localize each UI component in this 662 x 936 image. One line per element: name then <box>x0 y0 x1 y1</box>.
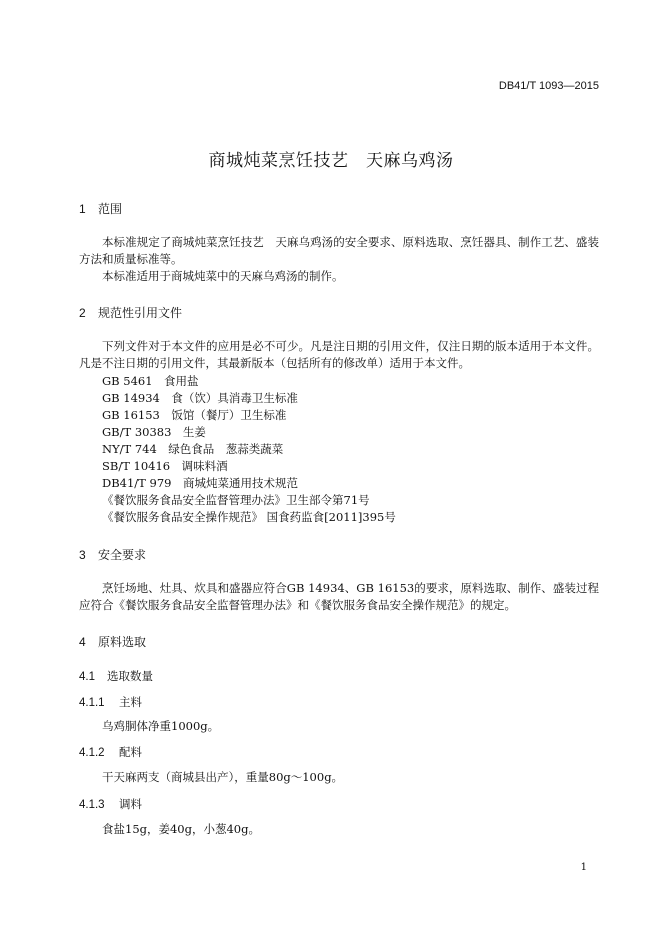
section-3-heading <box>79 546 146 563</box>
reference-item: GB 16153 饭馆（餐厅）卫生标准 <box>102 408 287 422</box>
section-1-paragraph-1: 本标准规定了商城炖菜烹饪技艺 天麻乌鸡汤的安全要求、原料选取、烹饪器具、制作工艺、盛装方法和质量标准等。 <box>79 235 599 266</box>
reference-item: 《餐饮服务食品安全操作规范》 国食药监食[2011]395号 <box>102 510 396 524</box>
subsection-4-1-2-text: 干天麻两支（商城县出产），重量80g～100g。 <box>102 770 344 784</box>
reference-item: GB/T 30383 生姜 <box>102 425 206 439</box>
subsection-4-1-heading <box>79 668 153 684</box>
section-3-paragraph-1: 烹饪场地、灶具、炊具和盛器应符合GB 14934、GB 16153的要求，原料选取、制作、盛装过程应符合《餐饮服务食品安全监督管理办法》和《餐饮服务食品安全操作规范》的规定。 <box>79 581 599 612</box>
section-1-paragraph-2: 本标准适用于商城炖菜中的天麻乌鸡汤的制作。 <box>102 269 344 283</box>
subsection-title: 主料 <box>119 697 142 709</box>
standard-number: DB41/T 1093—2015 <box>498 80 599 92</box>
subsection-number: 4.1 <box>79 671 95 683</box>
reference-item: GB 14934 食（饮）具消毒卫生标准 <box>102 391 298 405</box>
subsection-4-1-1-heading <box>79 694 142 710</box>
subsection-number: 4.1.1 <box>79 697 105 709</box>
reference-item: SB/T 10416 调味料酒 <box>102 459 228 473</box>
section-title: 范围 <box>98 202 123 216</box>
section-title: 安全要求 <box>98 548 147 562</box>
section-title: 规范性引用文件 <box>98 306 183 320</box>
section-1-heading <box>79 200 122 217</box>
section-number: 3 <box>79 548 86 562</box>
reference-item: 《餐饮服务食品安全监督管理办法》卫生部令第71号 <box>102 493 370 507</box>
section-2-heading <box>79 304 182 321</box>
page-number: 1 <box>580 862 587 873</box>
subsection-title: 配料 <box>119 747 142 759</box>
document-title: 商城炖菜烹饪技艺 天麻乌鸡汤 <box>208 151 454 170</box>
section-number: 4 <box>79 635 86 649</box>
subsection-4-1-1-text: 乌鸡胴体净重1000g。 <box>102 719 220 733</box>
subsection-number: 4.1.3 <box>79 799 105 811</box>
subsection-title: 选取数量 <box>107 671 153 683</box>
section-4-heading <box>79 633 146 650</box>
subsection-4-1-3-heading <box>79 796 142 812</box>
section-title: 原料选取 <box>98 635 147 649</box>
section-number: 2 <box>79 306 86 320</box>
subsection-number: 4.1.2 <box>79 747 105 759</box>
subsection-4-1-2-heading <box>79 744 142 760</box>
subsection-title: 调料 <box>119 799 142 811</box>
section-number: 1 <box>79 202 86 216</box>
reference-item: GB 5461 食用盐 <box>102 374 199 388</box>
subsection-4-1-3-text: 食盐15g，姜40g，小葱40g。 <box>102 822 260 836</box>
reference-item: NY/T 744 绿色食品 葱蒜类蔬菜 <box>102 442 284 456</box>
section-2-paragraph-1: 下列文件对于本文件的应用是必不可少。凡是注日期的引用文件，仅注日期的版本适用于本文件。凡是不注日期的引用文件，其最新版本（包括所有的修改单）适用于本文件。 <box>79 339 599 370</box>
reference-item: DB41/T 979 商城炖菜通用技术规范 <box>102 476 298 490</box>
